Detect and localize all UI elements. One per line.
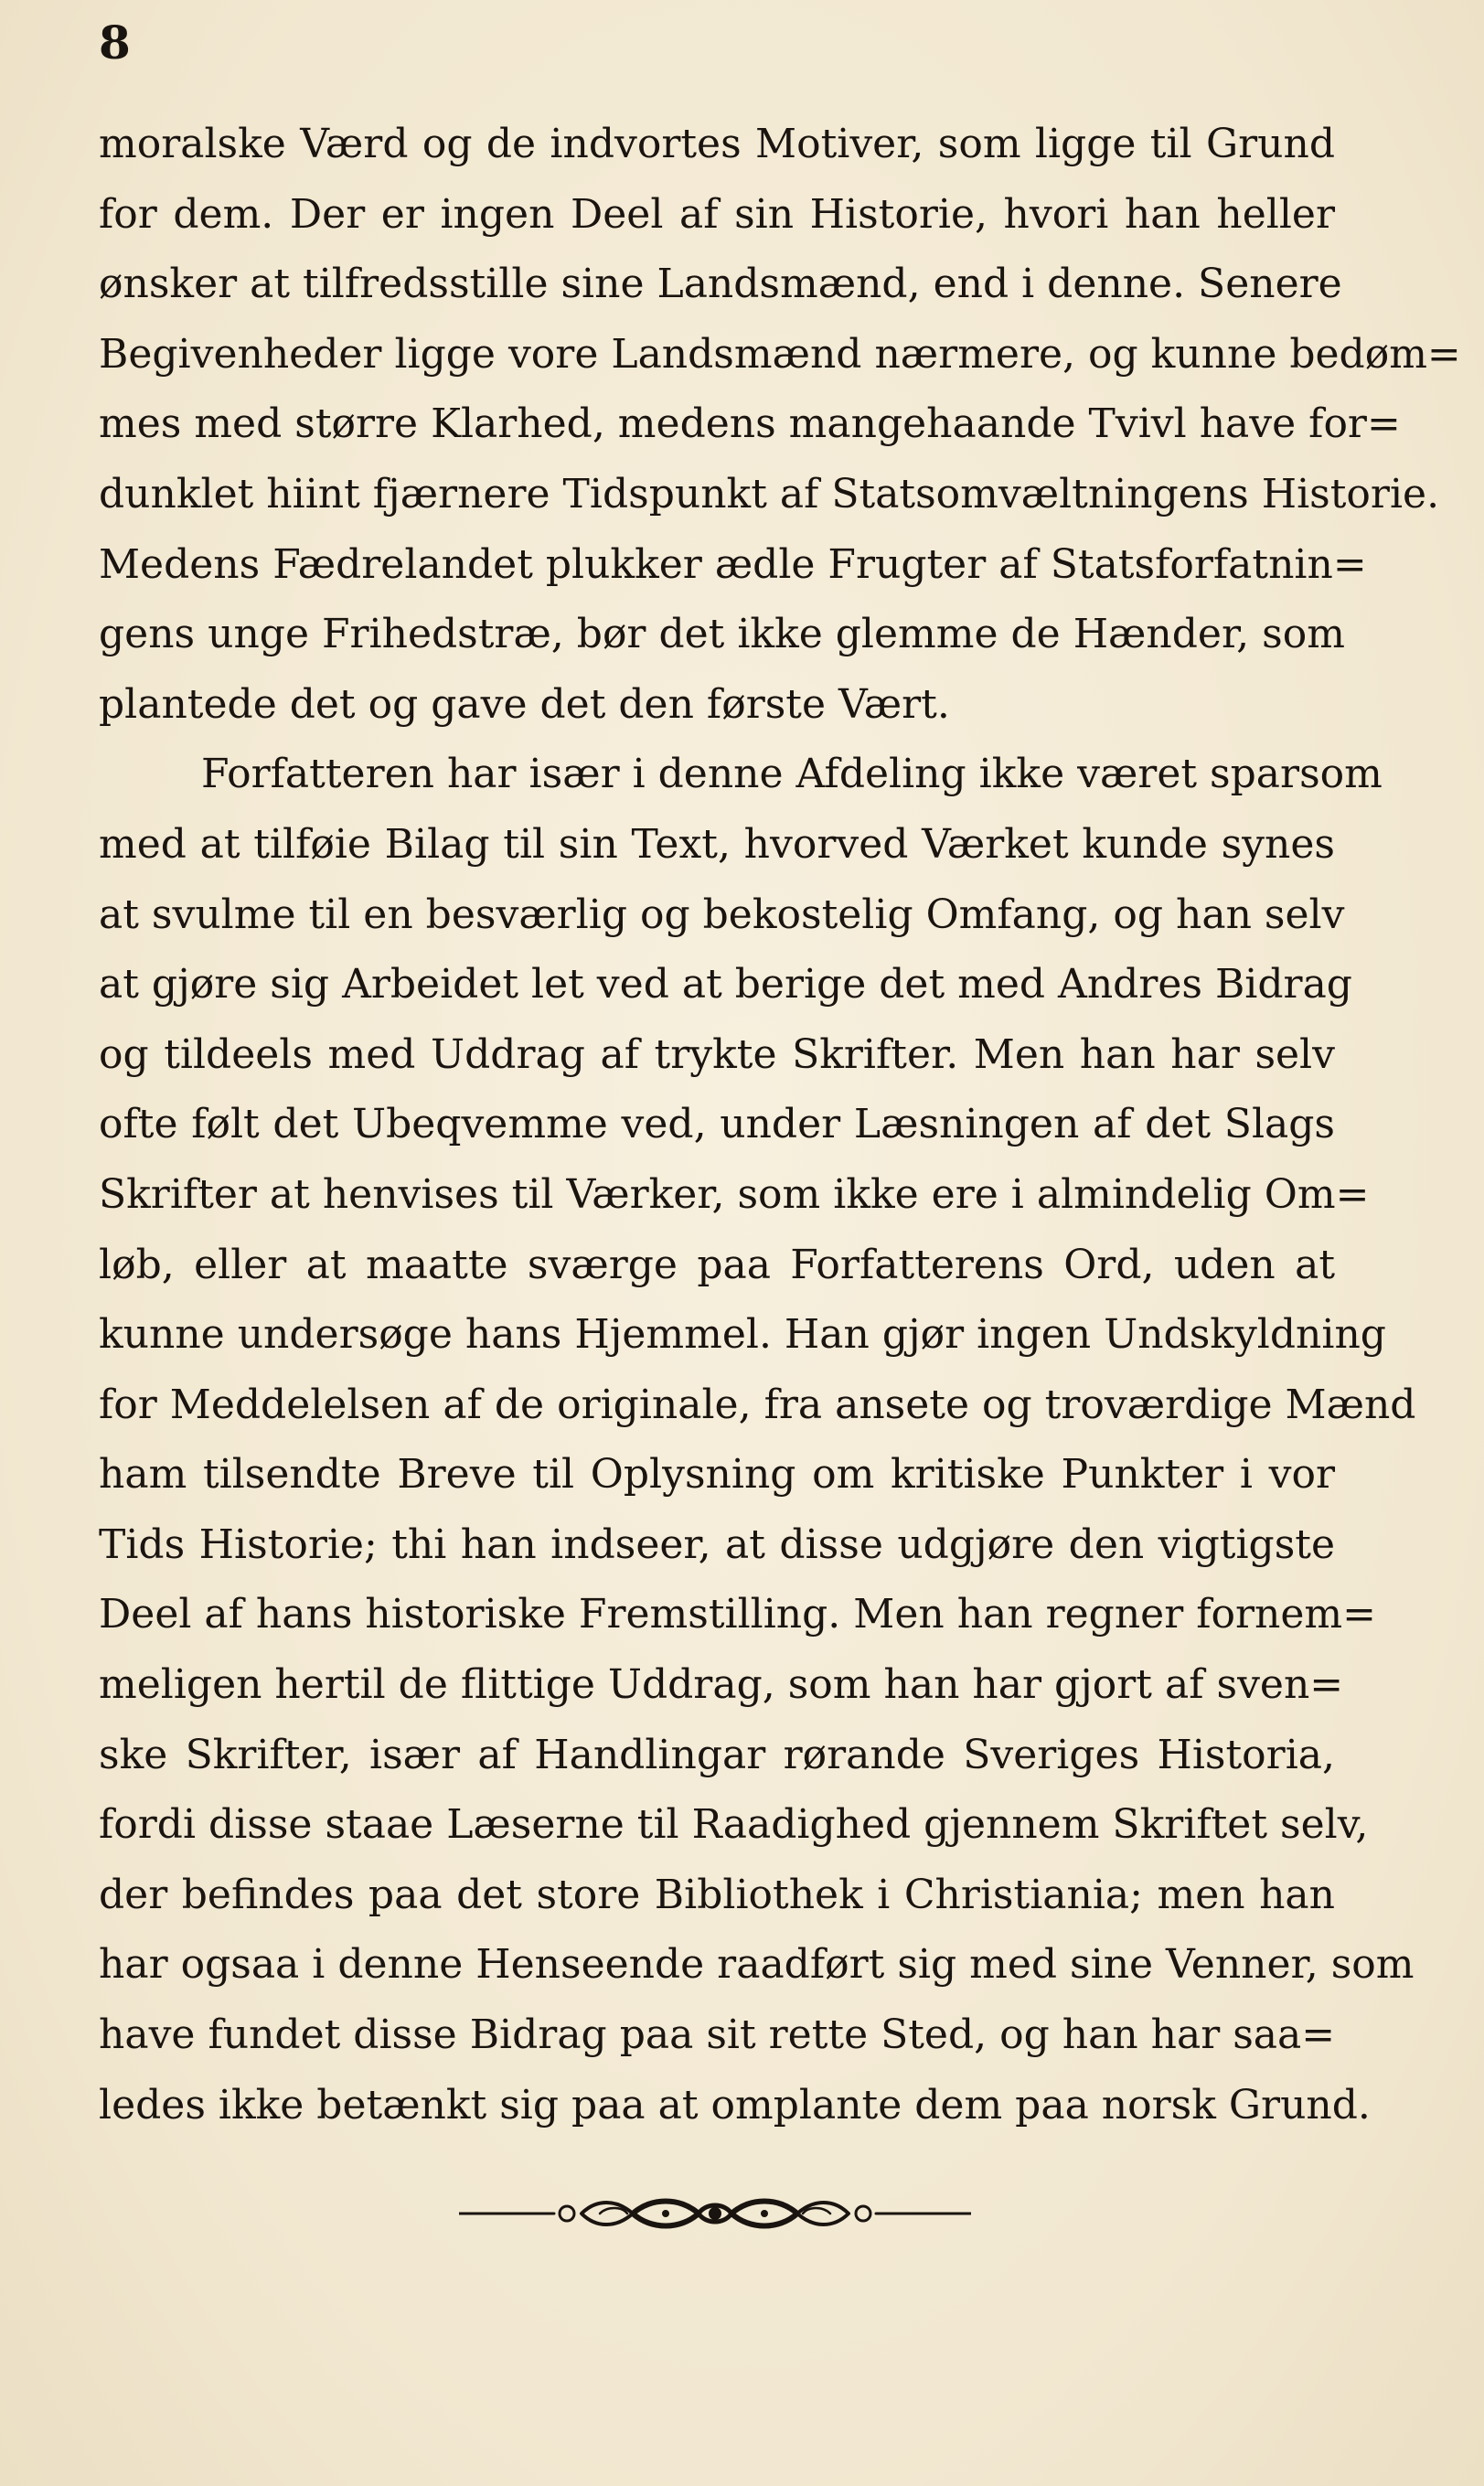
text-line: der befindes paa det store Bibliothek i Christiania; men han (99, 1871, 1335, 1918)
tailpiece-ornament-icon (459, 2190, 971, 2237)
text-line: Tids Historie; thi han indseer, at disse udgjøre den vigtigste (99, 1520, 1335, 1568)
text-line: Forfatteren har især i denne Afdeling ikke været sparsom (201, 751, 1383, 798)
text-line: ham tilsendte Breve til Oplysning om kritiske Punkter i vor (99, 1451, 1335, 1499)
text-line: Deel af hans historiske Fremstilling. Men han regner fornem= (99, 1591, 1376, 1638)
text-line: dunklet hiint fjærnere Tidspunkt af Statsomvæltningens Historie. (99, 470, 1440, 517)
text-line: kunne undersøge hans Hjemmel. Han gjør ingen Undskyldning (99, 1311, 1386, 1359)
text-line: med at tilføie Bilag til sin Text, hvorved Værket kunde synes (99, 820, 1335, 868)
page-number: 8 (99, 16, 131, 69)
text-line: mes med større Klarhed, medens mangehaande Tvivl have for= (99, 400, 1401, 448)
text-line: ønsker at tilfredsstille sine Landsmænd, end i denne. Senere (99, 261, 1342, 308)
text-line: have fundet disse Bidrag paa sit rette Sted, og han har saa= (99, 2011, 1336, 2059)
text-line: Medens Fædrelandet plukker ædle Frugter af Statsforfatnin= (99, 540, 1367, 588)
text-line: meligen hertil de flittige Uddrag, som han har gjort af sven= (99, 1661, 1344, 1709)
text-line: ske Skrifter, især af Handlingar rørande Sveriges Historia, (99, 1731, 1335, 1778)
body-text (99, 110, 1461, 2140)
text-line: for Meddelelsen af de originale, fra ansete og troværdige Mænd (99, 1381, 1416, 1428)
text-line: at svulme til en besværlig og bekostelig Omfang, og han selv (99, 891, 1345, 938)
text-line: gens unge Frihedstræ, bør det ikke glemme de Hænder, som (99, 611, 1345, 658)
text-line: for dem. Der er ingen Deel af sin Historie, hvori han heller (99, 190, 1335, 238)
text-line: Begivenheder ligge vore Landsmænd nærmere, og kunne bedøm= (99, 330, 1461, 378)
text-line: fordi disse staae Læserne til Raadighed gjennem Skriftet selv, (99, 1801, 1369, 1849)
text-line: moralske Værd og de indvortes Motiver, som ligge til Grund (99, 121, 1335, 167)
text-line: Skrifter at henvises til Værker, som ikke ere i almindelig Om= (99, 1170, 1370, 1218)
text-line: og tildeels med Uddrag af trykte Skrifter. Men han har selv (99, 1030, 1335, 1078)
text-line: plantede det og gave det den første Vært. (99, 680, 950, 728)
text-line: ofte følt det Ubeqvemme ved, under Læsningen af det Slags (99, 1101, 1335, 1148)
text-line: har ogsaa i denne Henseende raadført sig med sine Venner, som (99, 1941, 1415, 1989)
text-line: at gjøre sig Arbeidet let ved at berige det med Andres Bidrag (99, 961, 1352, 1008)
text-line: løb, eller at maatte sværge paa Forfatterens Ord, uden at (99, 1241, 1335, 1288)
text-line: ledes ikke betænkt sig paa at omplante dem paa norsk Grund. (99, 2081, 1371, 2129)
